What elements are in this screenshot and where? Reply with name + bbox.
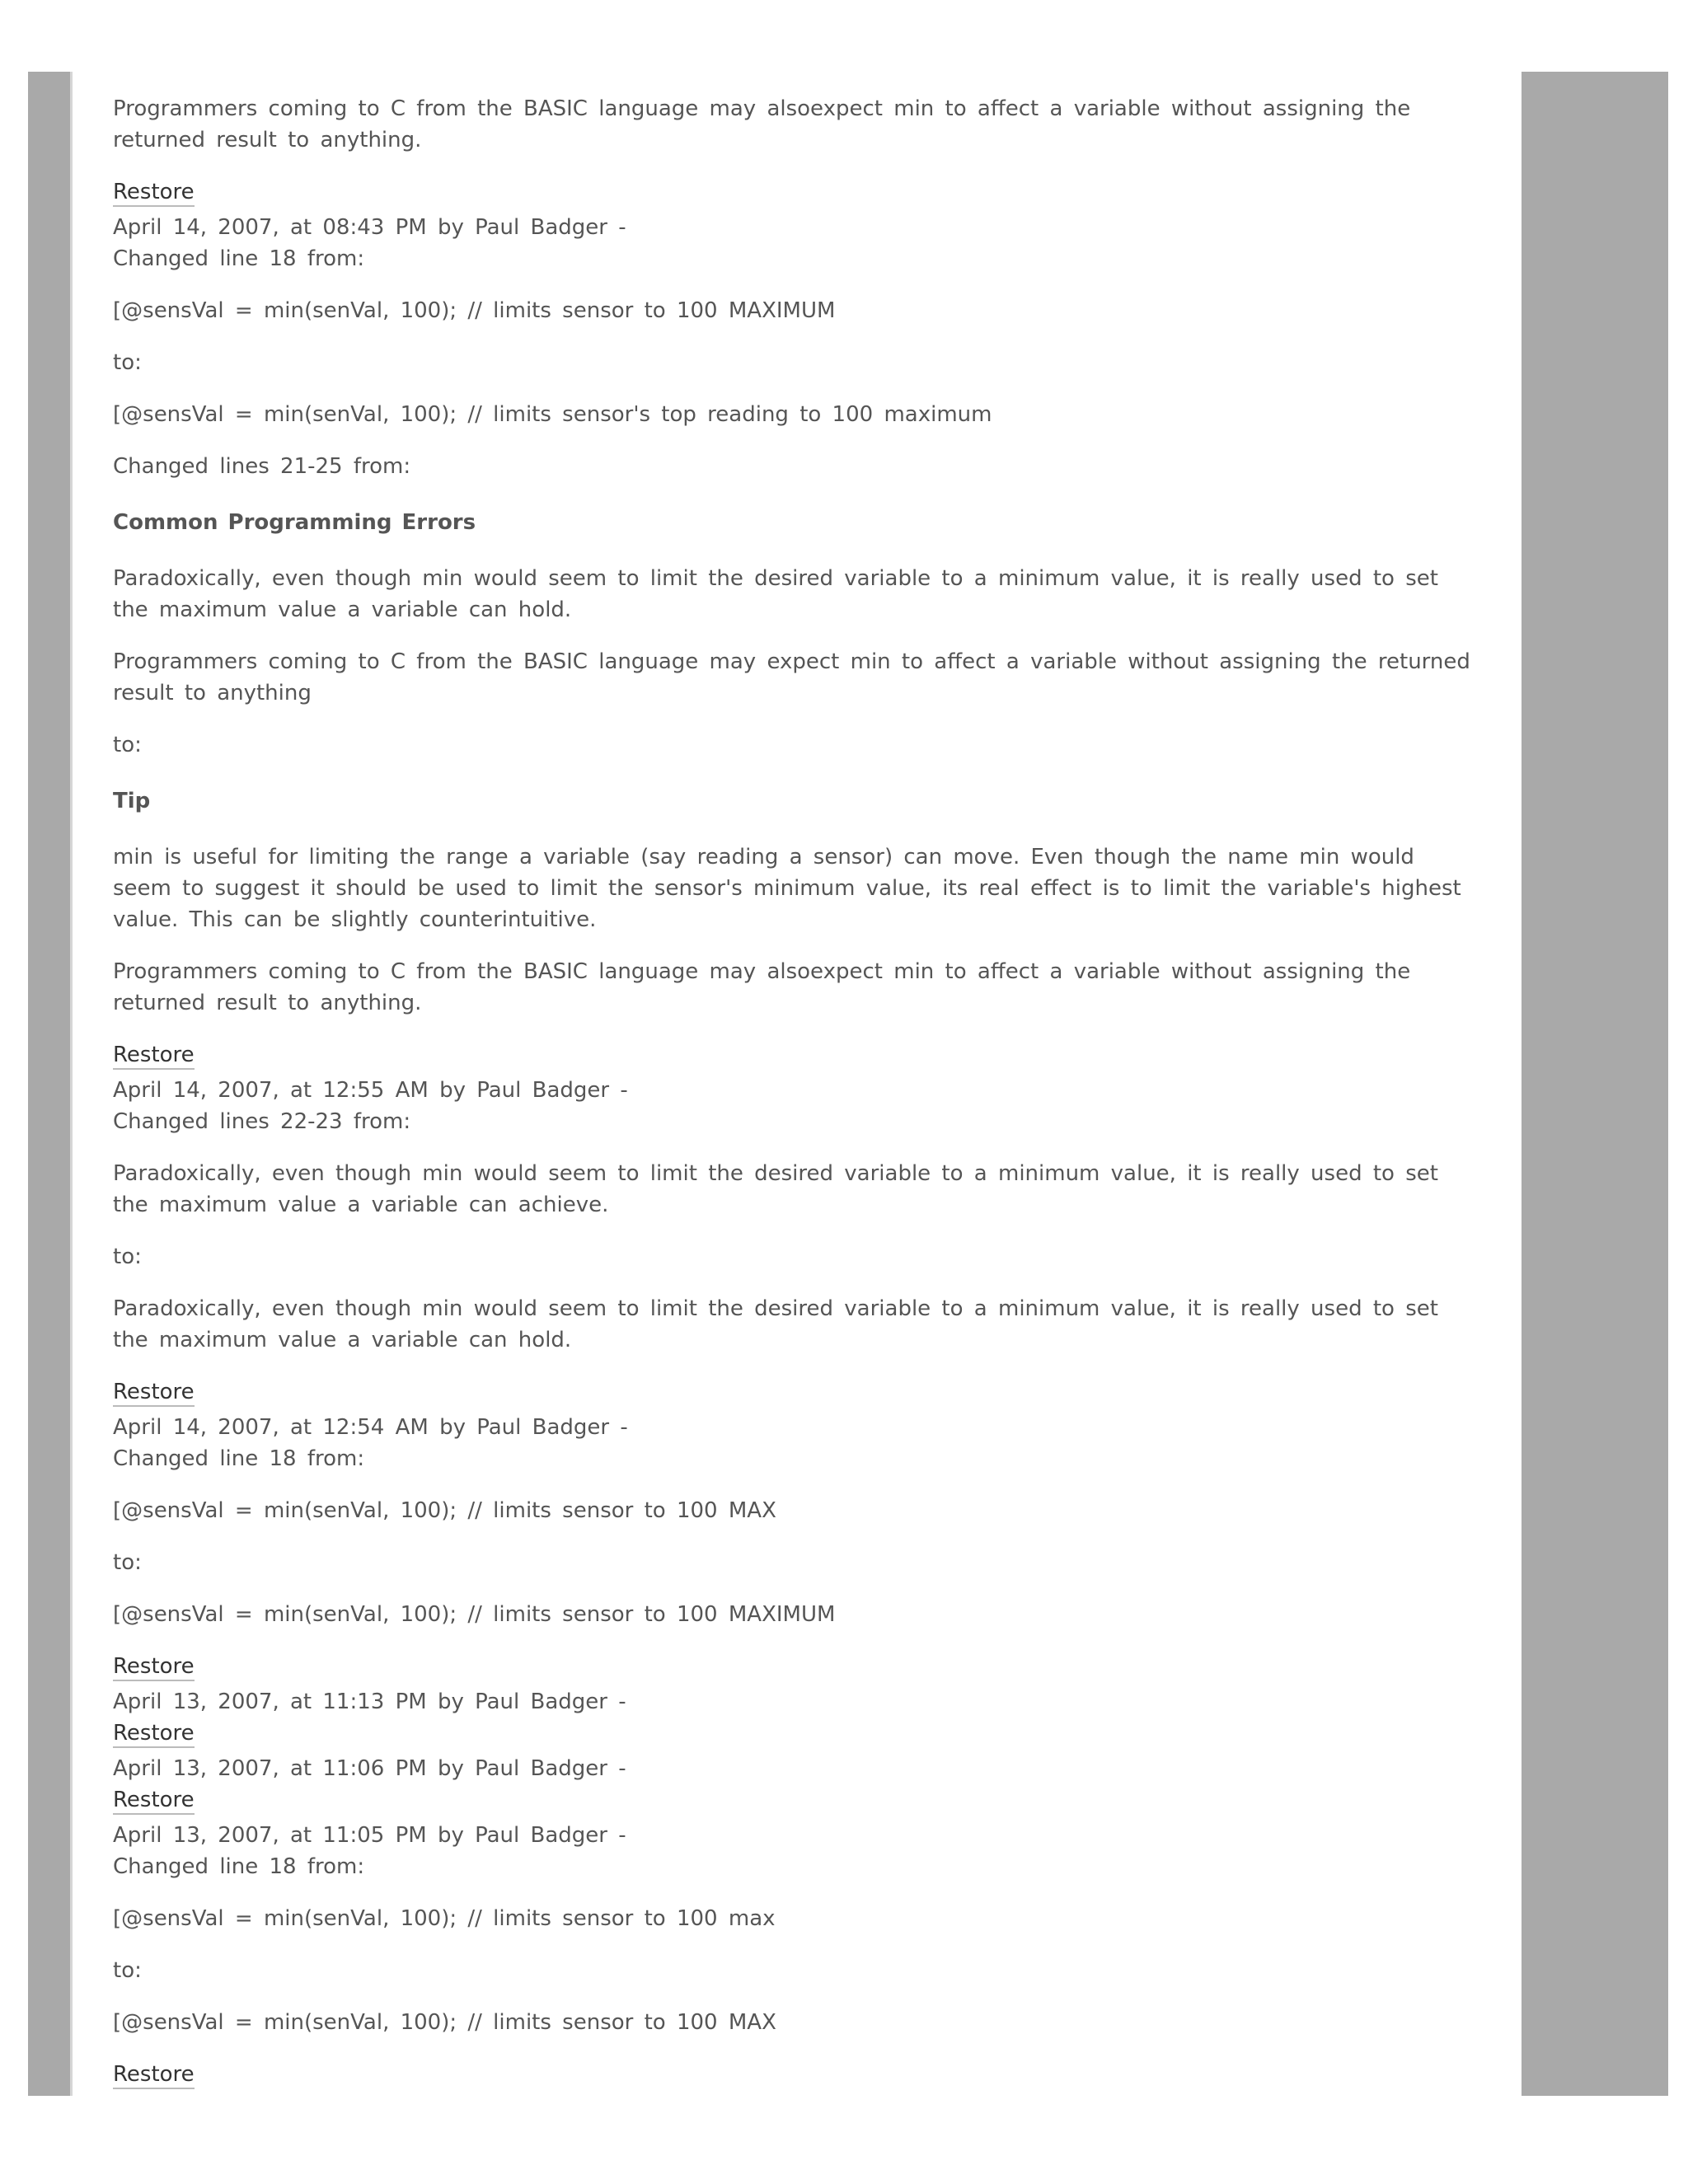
left-rail-divider [70,72,73,2096]
change-summary: Changed line 18 from: [113,1446,365,1471]
diff-to-label: to: [113,1550,142,1575]
change-summary: Changed line 18 from: [113,246,365,271]
restore-link[interactable]: Restore [113,179,195,207]
restore-link[interactable]: Restore [113,1042,195,1070]
diff-to-label: to: [113,1244,142,1269]
change-summary: Changed lines 21-25 from: [113,454,411,479]
diff-text: Paradoxically, even though min would seem to limit the desired variable to a minimum value, it is really used to set the maximum value a variable can hold. [113,1296,1438,1352]
revision-entry [113,1651,1481,1882]
revision-entry [113,176,1481,274]
diff-to-line: [@sensVal = min(senVal, 100); // limits sensor to 100 MAX [113,2010,776,2035]
revision-stamp: April 14, 2007, at 12:54 AM by Paul Badger - [113,1415,628,1440]
change-summary: Changed line 18 from: [113,1854,365,1879]
revision-stamp: April 13, 2007, at 11:13 PM by Paul Badger - [113,1690,626,1714]
diff-from-line: [@sensVal = min(senVal, 100); // limits sensor to 100 MAXIMUM [113,298,836,323]
revision-stamp: April 14, 2007, at 08:43 PM by Paul Badger - [113,215,626,240]
restore-link[interactable]: Restore [113,2061,195,2089]
left-sidebar-rail [28,72,70,2096]
diff-from-line: [@sensVal = min(senVal, 100); // limits sensor to 100 MAX [113,1498,776,1523]
revision-stamp: April 13, 2007, at 11:05 PM by Paul Badger - [113,1823,626,1848]
restore-link[interactable]: Restore [113,1379,195,1407]
diff-to-label: to: [113,1958,142,1983]
diff-text: Programmers coming to C from the BASIC language may alsoexpect min to affect a variable without assigning the returned result to anything. [113,959,1411,1015]
diff-text: Paradoxically, even though min would seem to limit the desired variable to a minimum value, it is really used to set the maximum value a variable can achieve. [113,1161,1438,1217]
diff-to-line: [@sensVal = min(senVal, 100); // limits sensor to 100 MAXIMUM [113,1602,836,1627]
change-summary: Changed lines 22-23 from: [113,1109,411,1134]
revision-stamp: April 14, 2007, at 12:55 AM by Paul Badger - [113,1078,628,1103]
section-heading: Common Programming Errors [113,510,476,535]
restore-link[interactable]: Restore [113,1653,195,1681]
diff-to-line: [@sensVal = min(senVal, 100); // limits sensor's top reading to 100 maximum [113,402,992,427]
diff-to-label: to: [113,733,142,757]
revision-stamp: April 13, 2007, at 11:06 PM by Paul Badger - [113,1756,626,1781]
diff-text: Programmers coming to C from the BASIC language may alsoexpect min to affect a variable without assigning the returned result to anything. [113,96,1411,152]
revision-entry [113,2059,1481,2090]
diff-from-line: [@sensVal = min(senVal, 100); // limits sensor to 100 max [113,1906,776,1931]
diff-text: Programmers coming to C from the BASIC language may expect min to affect a variable without assigning the returned result to anything [113,649,1470,705]
page-history-content [113,93,1481,2090]
revision-entry [113,1376,1481,1474]
restore-link[interactable]: Restore [113,1787,195,1815]
section-heading: Tip [113,789,151,813]
diff-text: Paradoxically, even though min would seem to limit the desired variable to a minimum value, it is really used to set the maximum value a variable can hold. [113,566,1438,622]
diff-to-label: to: [113,350,142,375]
right-sidebar-rail [1522,72,1668,2096]
restore-link[interactable]: Restore [113,1720,195,1748]
diff-text: min is useful for limiting the range a variable (say reading a sensor) can move. Even though the name min would seem to suggest it should be used to limit the sensor's minimum value, its real effect is to limit the variable's highest value. This can be slightly counterintuitive. [113,845,1461,932]
revision-entry [113,1039,1481,1137]
